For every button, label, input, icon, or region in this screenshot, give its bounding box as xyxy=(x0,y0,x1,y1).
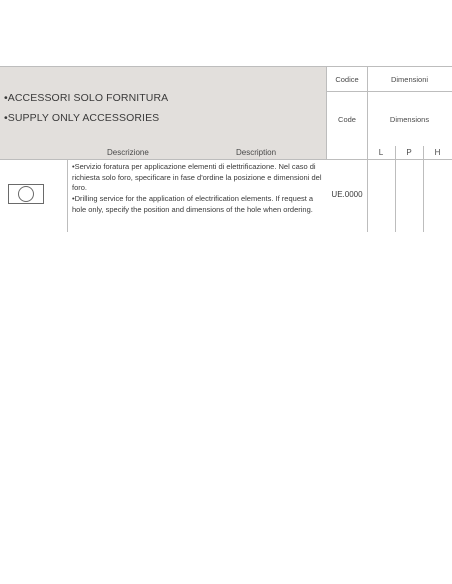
dimensions-header-it: Dimensioni xyxy=(390,75,429,84)
hole-circle xyxy=(18,186,34,202)
height-header: H xyxy=(434,148,441,157)
column-divider xyxy=(423,146,424,232)
row-code: UE.0000 xyxy=(331,190,363,199)
description-header-en: Description xyxy=(236,148,277,157)
depth-header: P xyxy=(406,148,412,157)
code-header-en: Code xyxy=(338,115,356,124)
column-divider xyxy=(67,159,68,232)
length-header: L xyxy=(378,148,384,157)
code-header-it: Codice xyxy=(335,75,359,84)
category-title-en: •SUPPLY ONLY ACCESSORIES xyxy=(4,112,160,124)
category-title-it: •ACCESSORI SOLO FORNITURA xyxy=(4,92,169,104)
header-divider xyxy=(327,91,452,92)
description-header-it: Descrizione xyxy=(107,148,149,157)
row-description-it: •Servizio foratura per applicazione elementi di elettrificazione. Nel caso di richiesta solo foro, specificare in fase d'ordine la posizione e dimensioni del foro. xyxy=(72,162,322,192)
column-divider xyxy=(395,146,396,232)
accessories-table xyxy=(0,66,452,232)
row-description-en: •Drilling service for the application of electrification elements. If request a hole only, specify the position and dimensions of the hole when ordering. xyxy=(72,194,314,214)
round-hole-icon xyxy=(8,184,44,204)
dimensions-header-en: Dimensions xyxy=(389,115,430,124)
